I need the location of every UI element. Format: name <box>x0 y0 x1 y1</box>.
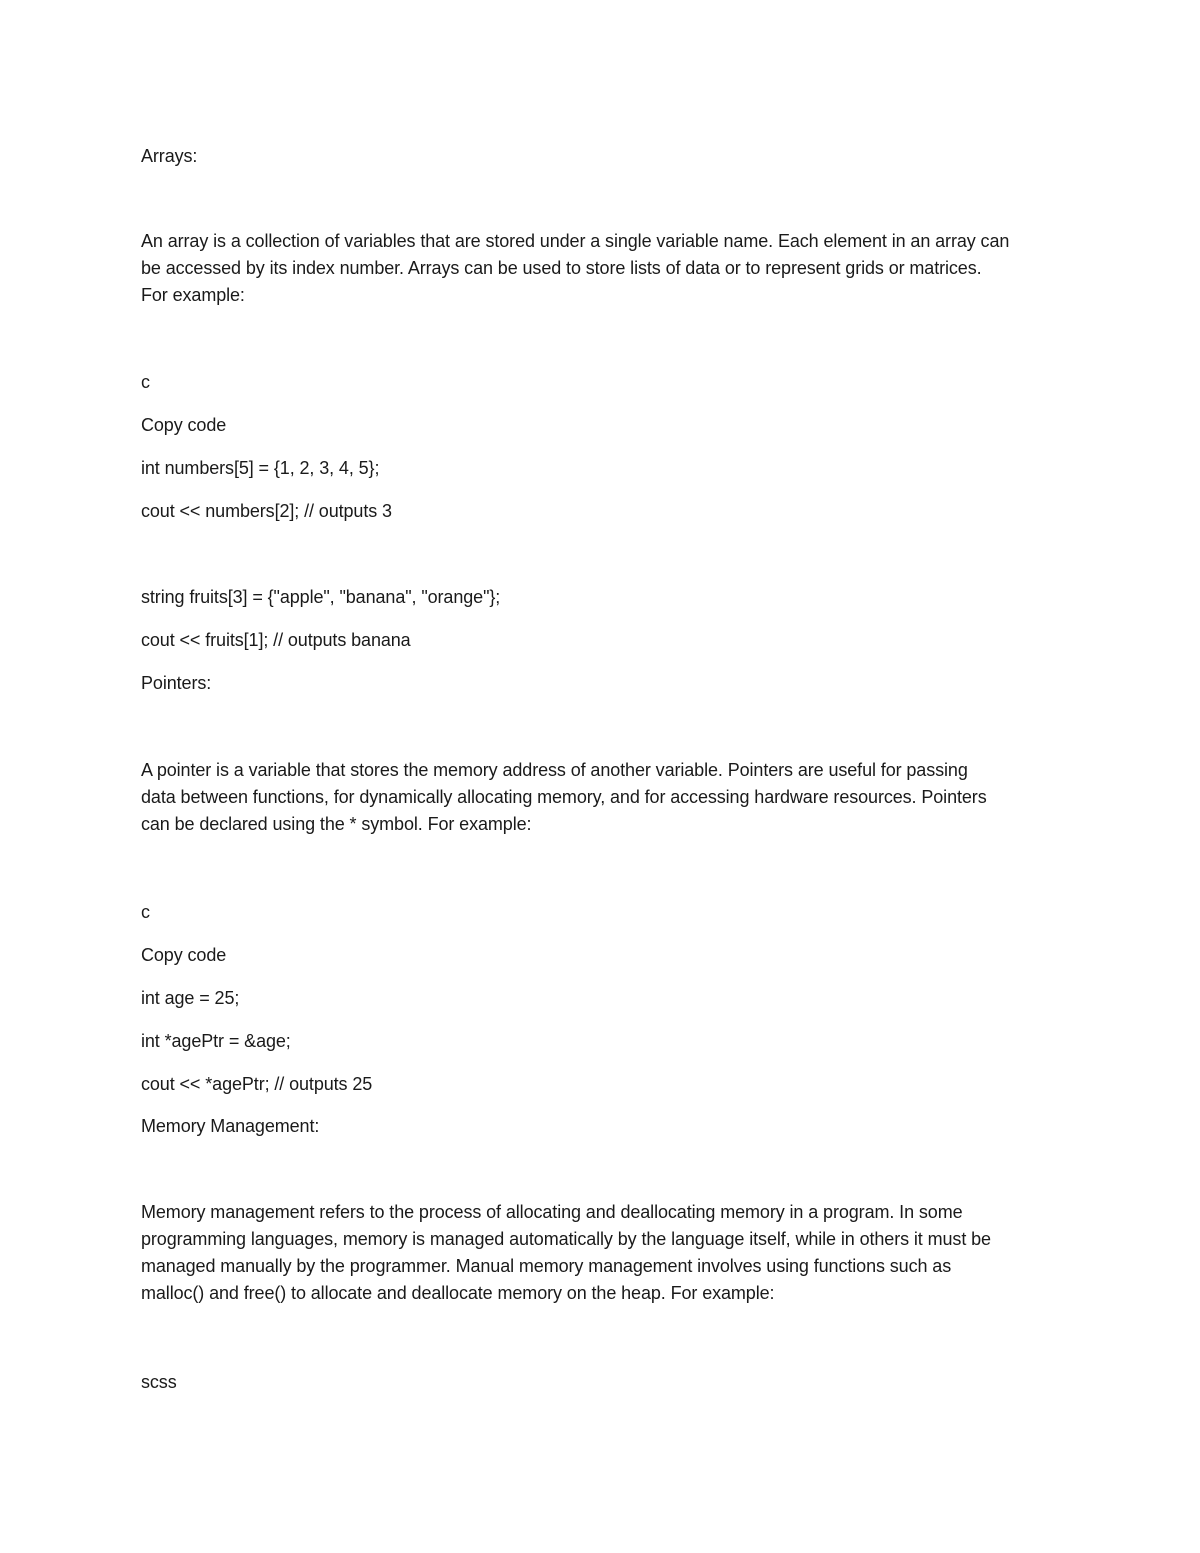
code-line: int age = 25; <box>141 988 240 1008</box>
paragraph-line: Memory management refers to the process of allocating and deallocating memory in a program. In some <box>141 1202 963 1222</box>
code-line: cout << numbers[2]; // outputs 3 <box>141 501 392 521</box>
paragraph-line: malloc() and free() to allocate and deallocate memory on the heap. For example: <box>141 1283 775 1303</box>
memory-management-heading: Memory Management: <box>141 1116 320 1136</box>
code-language-label: c <box>141 372 150 392</box>
code-language-label: scss <box>141 1372 177 1392</box>
paragraph-line: An array is a collection of variables that are stored under a single variable name. Each element in an array can <box>141 231 1010 251</box>
copy-code-label: Copy code <box>141 415 227 435</box>
code-line: cout << *agePtr; // outputs 25 <box>141 1074 373 1094</box>
code-line: string fruits[3] = {"apple", "banana", "orange"}; <box>141 587 501 607</box>
memory-management-paragraph <box>141 1199 1071 1307</box>
code-line: int *agePtr = &age; <box>141 1031 291 1051</box>
paragraph-line: A pointer is a variable that stores the memory address of another variable. Pointers are useful for passing <box>141 760 968 780</box>
paragraph-line: data between functions, for dynamically allocating memory, and for accessing hardware resources. Pointers <box>141 787 987 807</box>
copy-code-label: Copy code <box>141 945 227 965</box>
code-line: cout << fruits[1]; // outputs banana <box>141 630 411 650</box>
arrays-paragraph <box>141 228 1071 309</box>
paragraph-line: be accessed by its index number. Arrays can be used to store lists of data or to represent grids or matrices. <box>141 258 982 278</box>
paragraph-line: managed manually by the programmer. Manual memory management involves using functions such as <box>141 1256 952 1276</box>
code-line: int numbers[5] = {1, 2, 3, 4, 5}; <box>141 458 380 478</box>
paragraph-line: For example: <box>141 285 245 305</box>
paragraph-line: programming languages, memory is managed automatically by the language itself, while in others it must be <box>141 1229 991 1249</box>
pointers-paragraph <box>141 757 1071 838</box>
arrays-heading: Arrays: <box>141 146 198 166</box>
paragraph-line: can be declared using the * symbol. For example: <box>141 814 532 834</box>
code-language-label: c <box>141 902 150 922</box>
pointers-heading: Pointers: <box>141 673 212 693</box>
